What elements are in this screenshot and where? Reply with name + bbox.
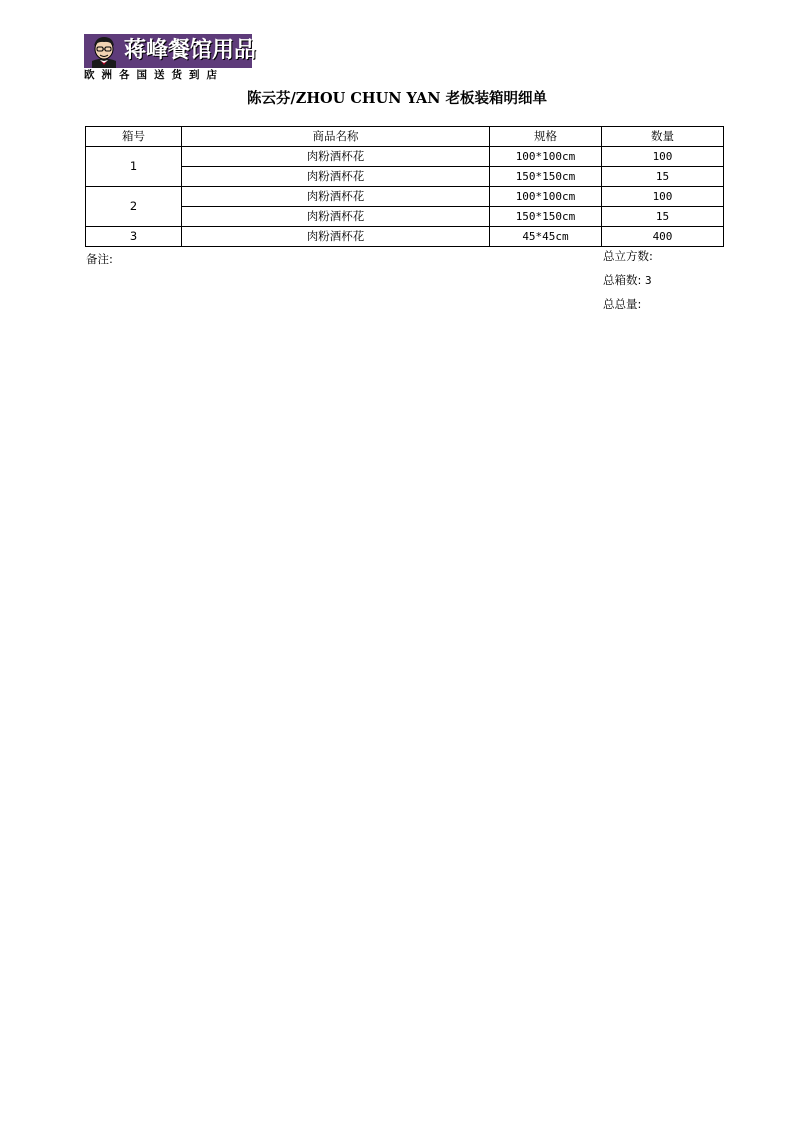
header-box-no: 箱号	[86, 127, 182, 147]
total-weight-label: 总总量:	[603, 297, 642, 311]
table-header-row	[86, 127, 724, 147]
cell-box-no: 2	[86, 187, 182, 227]
total-boxes-label: 总箱数:	[603, 273, 642, 287]
cell-spec: 150*150cm	[490, 167, 602, 187]
cell-box-no: 3	[86, 227, 182, 247]
document-title: 陈云芬/ZHOU CHUN YAN 老板装箱明细单	[246, 90, 548, 107]
cell-box-no: 1	[86, 147, 182, 187]
header-spec: 规格	[490, 127, 602, 147]
cell-quantity: 15	[602, 167, 724, 187]
cell-spec: 100*100cm	[490, 187, 602, 207]
logo-brand-name: 蒋峰餐馆用品	[124, 38, 257, 63]
total-volume-label: 总立方数:	[603, 249, 653, 263]
table-row	[86, 167, 724, 187]
cell-product-name: 肉粉酒杯花	[182, 187, 490, 207]
cell-quantity: 400	[602, 227, 724, 247]
header-quantity: 数量	[602, 127, 724, 147]
logo-tagline: 欧洲各国送货到店	[84, 69, 224, 81]
total-boxes	[603, 272, 653, 296]
header-product-name: 商品名称	[182, 127, 490, 147]
cell-quantity: 100	[602, 187, 724, 207]
table-row	[86, 147, 724, 167]
brand-logo	[84, 34, 257, 82]
total-weight	[603, 296, 653, 320]
total-boxes-value: 3	[645, 274, 652, 287]
chef-portrait-icon	[86, 34, 122, 68]
cell-quantity: 15	[602, 207, 724, 227]
table-row	[86, 187, 724, 207]
cell-product-name: 肉粉酒杯花	[182, 167, 490, 187]
cell-spec: 100*100cm	[490, 147, 602, 167]
cell-quantity: 100	[602, 147, 724, 167]
cell-spec: 150*150cm	[490, 207, 602, 227]
cell-product-name: 肉粉酒杯花	[182, 207, 490, 227]
cell-spec: 45*45cm	[490, 227, 602, 247]
cell-product-name: 肉粉酒杯花	[182, 147, 490, 167]
cell-product-name: 肉粉酒杯花	[182, 227, 490, 247]
total-volume	[603, 248, 653, 272]
table-row	[86, 227, 724, 247]
remark-label: 备注:	[86, 252, 113, 266]
summary-block	[603, 248, 653, 320]
table-row	[86, 207, 724, 227]
packing-list-table	[85, 126, 724, 247]
